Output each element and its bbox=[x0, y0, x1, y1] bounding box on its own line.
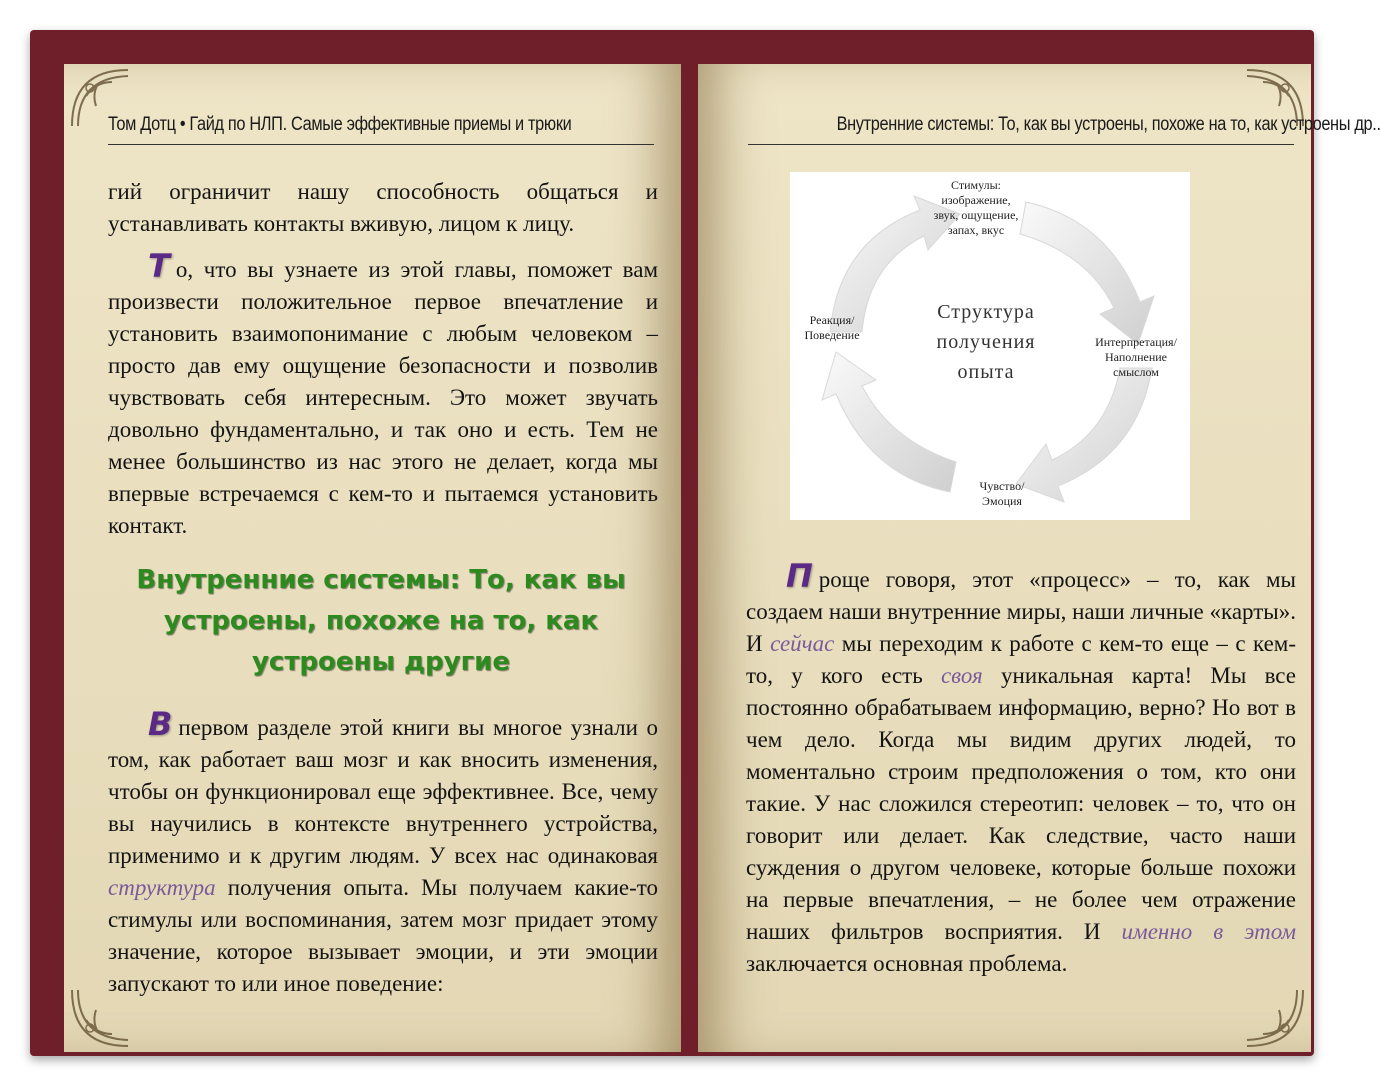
left-page bbox=[64, 64, 681, 1052]
drop-cap: В bbox=[148, 705, 173, 743]
label-interpretation: смыслом bbox=[1113, 365, 1159, 379]
section-heading: Внутренние системы: То, как вы устроены, похоже на то, как устроены другие bbox=[136, 565, 626, 677]
label-reaction: Реакция/ bbox=[809, 313, 855, 327]
label-stimuli: изображение, bbox=[941, 193, 1011, 207]
left-text-top bbox=[108, 176, 658, 542]
drop-cap: Т bbox=[148, 247, 170, 285]
ornament-corner-icon bbox=[1243, 986, 1307, 1050]
left-text-bottom bbox=[108, 705, 659, 1000]
right-page bbox=[698, 64, 1381, 1052]
paragraph-text: роще говоря, этот «процесс» – то, как мы создаем наши внутренние миры, наши личные «карты». И bbox=[746, 567, 1296, 656]
book bbox=[30, 30, 1381, 1056]
label-interpretation: Интерпретация/ bbox=[1095, 335, 1177, 349]
paragraph-text: заключается основная проблема. bbox=[746, 951, 1068, 976]
diagram-title-line: получения bbox=[936, 331, 1036, 353]
right-text bbox=[746, 557, 1297, 980]
label-interpretation: Наполнение bbox=[1104, 350, 1168, 364]
running-header: Том Дотц • Гайд по НЛП. Самые эффективные приемы и трюки bbox=[108, 114, 654, 145]
emphasis-text: сейчас bbox=[770, 631, 835, 656]
paragraph-text: о, что вы узнаете из этой главы, поможет вам произвести положительное первое впечатление и установить взаимопонимание с любым человеком – просто дав ему ощущение безопасности и позволив чувствовать себя интересным. Это может звучать довольно фундаментально, и так оно и есть. Тем не менее большинство из нас этого не делает, когда мы впервые встречаемся с кем-то и пытаемся установить контакт. bbox=[108, 257, 658, 538]
diagram-title-line: опыта bbox=[957, 361, 1015, 383]
running-header: Внутренние системы: То, как вы устроены, похоже на то, как устроены др.. bbox=[748, 114, 1294, 145]
emphasis-text: своя bbox=[940, 663, 983, 688]
label-stimuli: звук, ощущение, bbox=[933, 208, 1019, 222]
paragraph-text: уникальная карта! Мы все постоянно обрабатываем информацию, верно? Но вот в чем дело. Когда мы видим других людей, то моментально строим предположения о том, кто они такие. У нас сложился стереотип: человек – то, что он говорит или делает. Как следствие, часто наши суждения о другом человеке, которые больше похожи на первые впечатления, – не более чем отражение наших фильтров восприятия. И bbox=[746, 663, 1296, 944]
paragraph bbox=[746, 557, 1297, 980]
paragraph-text: мы переходим к работе с кем-то еще – с кем-то, у кого есть bbox=[746, 631, 1297, 688]
diagram-title-line: Структура bbox=[937, 301, 1035, 323]
label-stimuli: Стимулы: bbox=[951, 178, 1001, 192]
emphasis-text: именно в этом bbox=[1121, 919, 1296, 944]
label-reaction: Поведение bbox=[804, 328, 860, 342]
paragraph-text: получения опыта. Мы получаем какие-то стимулы или воспоминания, затем мозг придает этому значение, которое вызывает эмоции, и эти эмоции запускают то или иное поведение: bbox=[108, 875, 659, 996]
paragraph bbox=[108, 247, 658, 542]
paragraph-continuation: гий ограничит нашу способность общаться и устанавливать контакты вживую, лицом к лицу. bbox=[108, 179, 658, 236]
label-stimuli: запах, вкус bbox=[947, 223, 1005, 237]
experience-cycle-diagram bbox=[790, 172, 1190, 520]
emphasis-text: структура bbox=[108, 875, 216, 900]
label-feeling: Эмоция bbox=[982, 494, 1022, 508]
drop-cap: П bbox=[786, 557, 813, 595]
paragraph bbox=[108, 705, 659, 1000]
paragraph-text: первом разделе этой книги вы многое узнали о том, как работает ваш мозг и как вносить изменения, чтобы он функционировал еще эффективнее. Все, чему вы научились в контексте внутреннего устройства, применимо и к другим людям. У всех нас одинаковая bbox=[108, 715, 658, 868]
label-feeling: Чувство/ bbox=[979, 479, 1025, 493]
